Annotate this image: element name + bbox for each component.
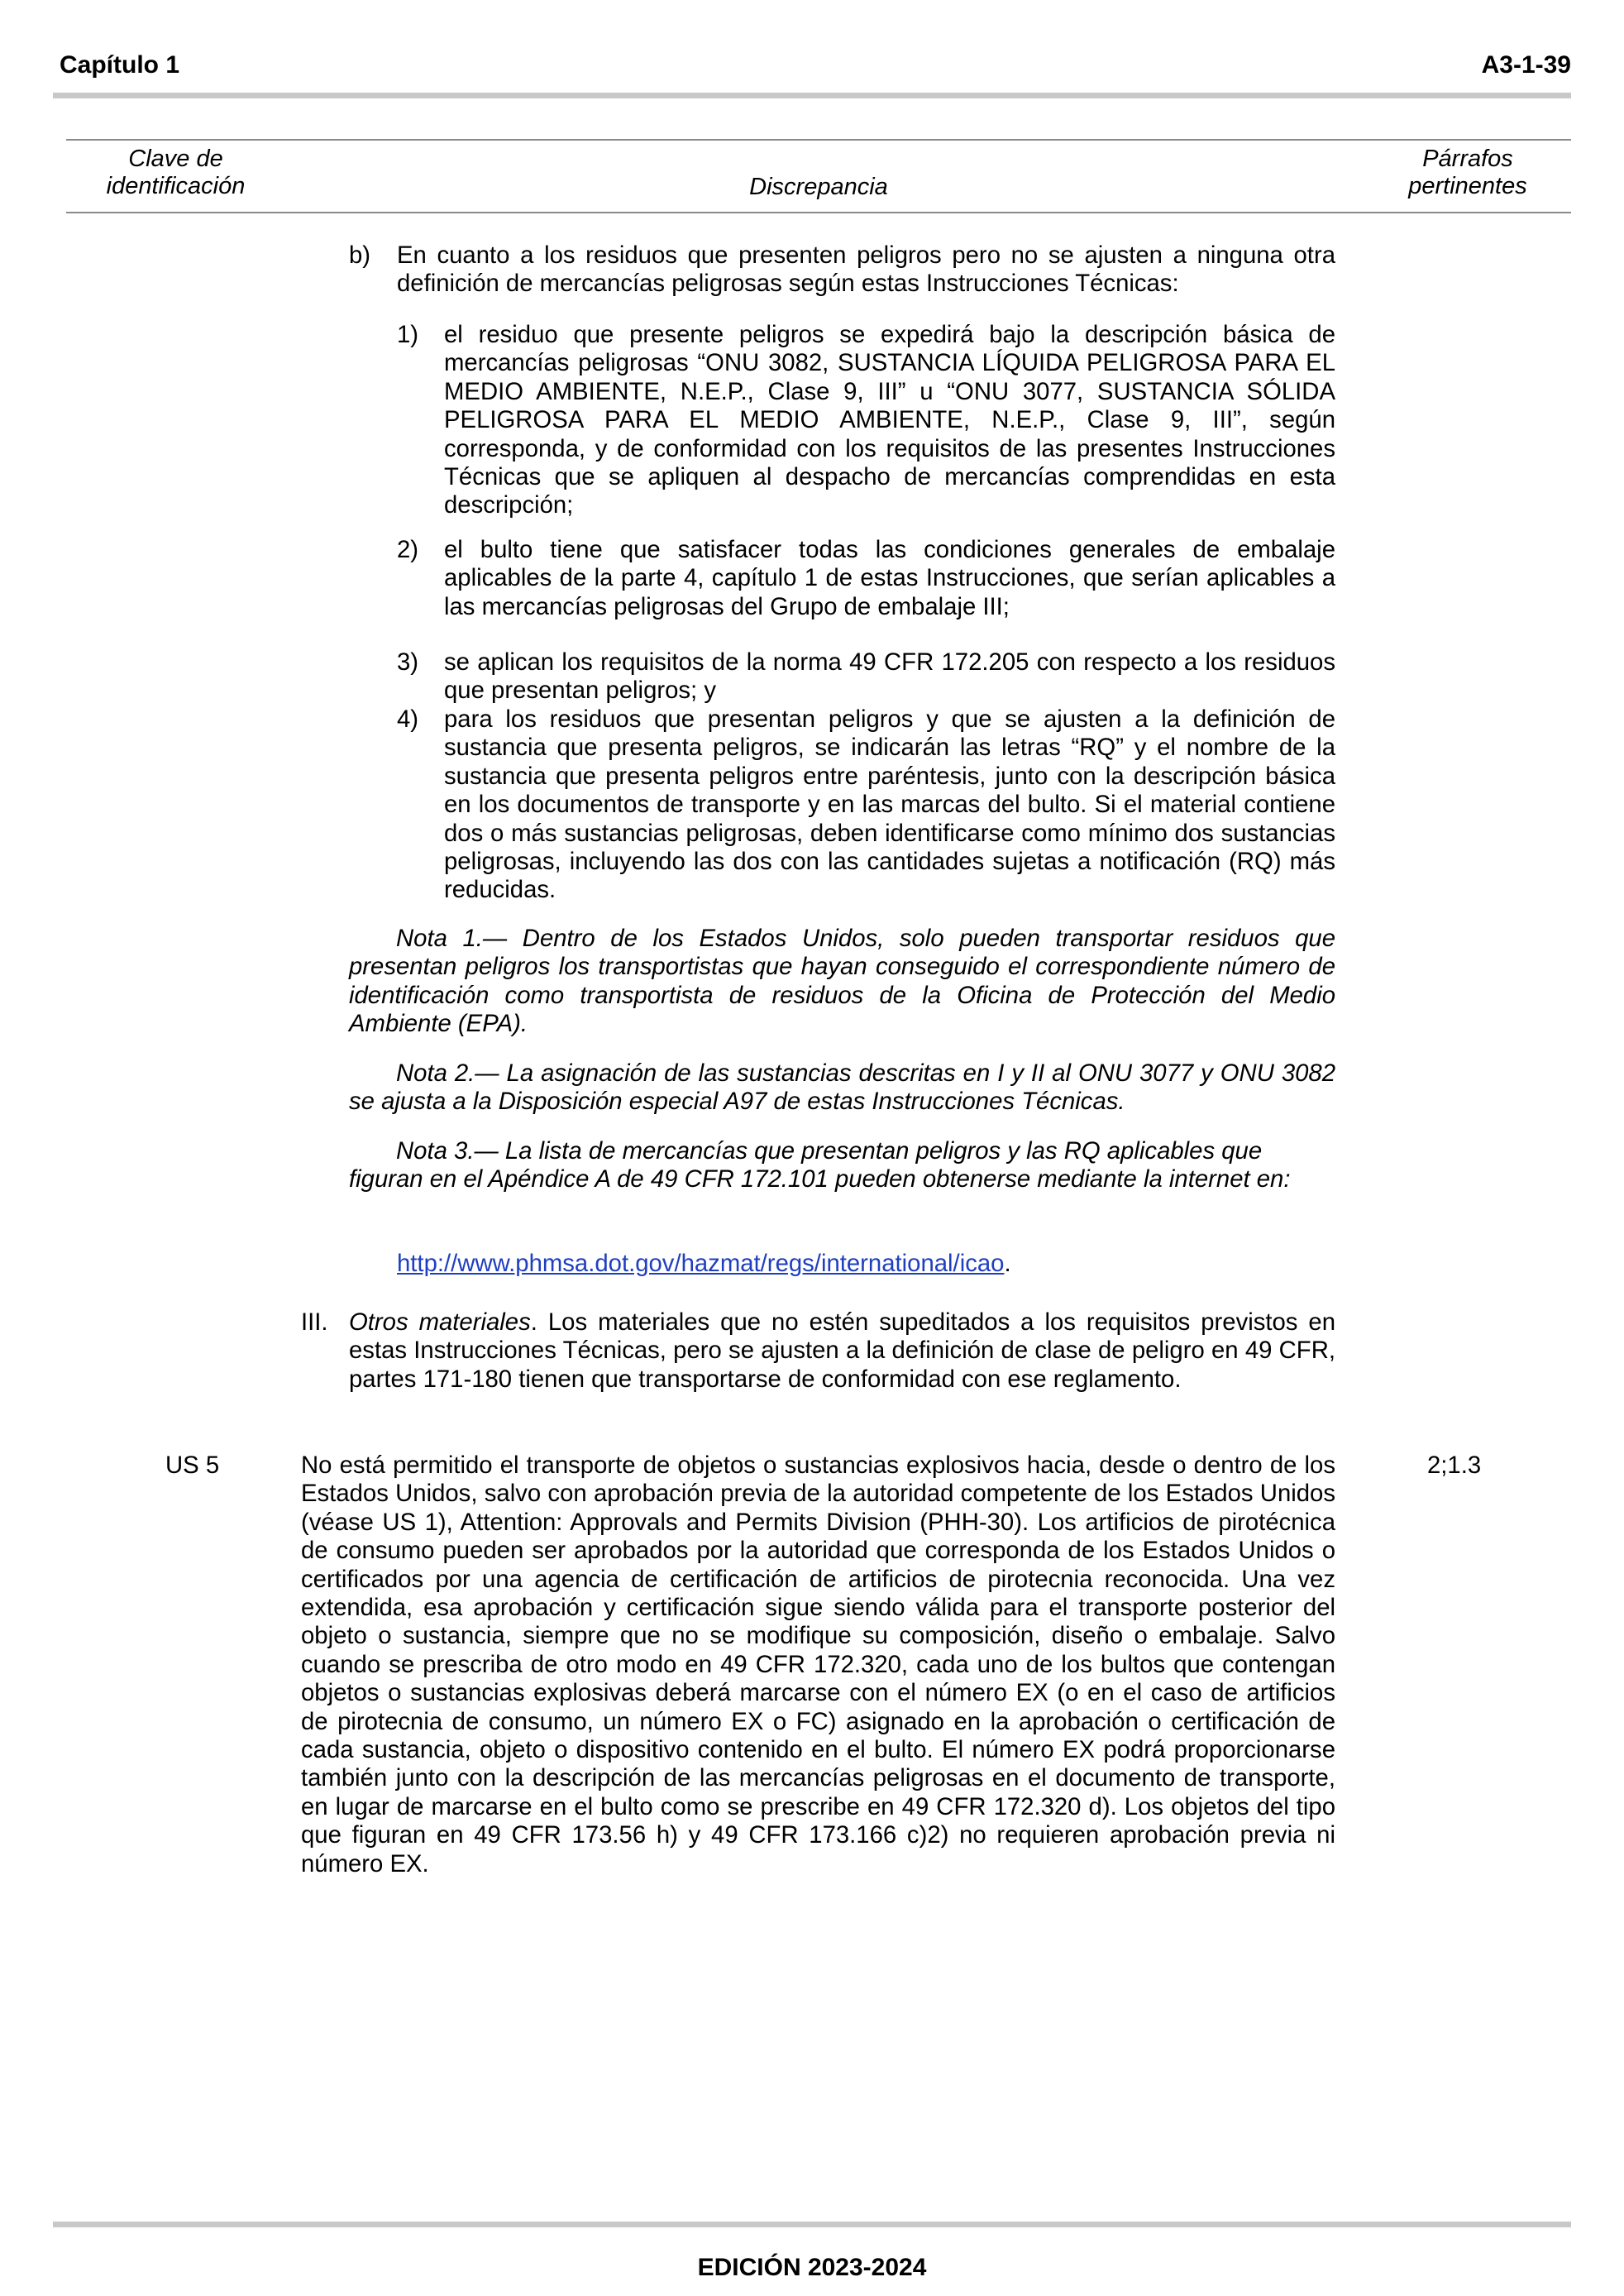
sub-item-3-label: 3) <box>397 648 419 676</box>
item-iii-label: III. <box>301 1308 328 1336</box>
entry-us5-text: No está permitido el transporte de objetos o sustancias explosivos hacia, desde o dentro de los Estados Unidos, salvo con aprobación previa de la autoridad competente de los Estados Unidos (véase US 1), Attention: Approvals and Permits Division (PHH-30). Los artificios de pirotécnica de consumo pueden ser aprobados por la autoridad que corresponda de los Estados Unidos o certificados por una agencia de certificación de artificios de pirotecnia reconocida. Una vez extendida, esa aprobación y certificación sigue siendo válida para el transporte posterior del objeto o sustancia, siempre que no se modifique su composición, diseño o embalaje. Salvo cuando se prescriba de otro modo en 49 CFR 172.320, cada uno de los bultos que contengan objetos o sustancias explosivas deberá marcarse con el número EX (o en el caso de artificios de pirotecnia de consumo, un número EX o FC) asignado en la aprobación o certificación de cada sustancia, objeto o dispositivo contenido en el bulto. El número EX podrá proporcionarse también junto con la descripción de las mercancías peligrosas en el documento de transporte, en lugar de marcarse en el bulto como se prescribe en 49 CFR 172.320 d). Los objetos del tipo que figuran en 49 CFR 173.56 h) y 49 CFR 173.166 c)2) no requieren aprobación previa ni número EX. <box>301 1452 1335 1877</box>
item-iii-title: Otros materiales <box>349 1308 531 1336</box>
note-2: Nota 2.— La asignación de las sustancias descritas en I y II al ONU 3077 y ONU 3082 se ajusta a la Disposición especial A97 de estas Instrucciones Técnicas. <box>349 1060 1335 1116</box>
sub-item-1-text: el residuo que presente peligros se expedirá bajo la descripción básica de mercancías peligrosas “ONU 3082, SUSTANCIA LÍQUIDA PELIGROSA PARA EL MEDIO AMBIENTE, N.E.P., Clase 9, III” u “ONU 3077, SUSTANCIA SÓLIDA PELIGROSA PARA EL MEDIO AMBIENTE, N.E.P., Clase 9, III”, según corresponda, y de conformidad con los requisitos de las presentes Instrucciones Técnicas que se apliquen al despacho de mercancías comprendidas en esta descripción; <box>444 321 1335 519</box>
header-rule <box>53 93 1571 98</box>
column-header-key-line2: identificación <box>106 173 246 199</box>
sub-item-2-label: 2) <box>397 536 419 563</box>
column-header-discrepancy: Discrepancia <box>749 174 888 200</box>
item-iii-title-period: . <box>530 1308 537 1336</box>
sub-item-4-text: para los residuos que presentan peligros y que se ajusten a la definición de sustancia que presenta peligros, se indicarán las letras “RQ” y el nombre de la sustancia que presenta peligros entre paréntesis, junto con la descripción básica en los documentos de transporte y en las marcas del bulto. Si el material contiene dos o más sustancias peligrosas, deben identificarse como mínimo dos sustancias peligrosas, incluyendo las dos con las cantidades sujetas a notificación (RQ) más reducidas. <box>444 706 1335 904</box>
sub-item-4-label: 4) <box>397 706 419 733</box>
note-3: Nota 3.— La lista de mercancías que presentan peligros y las RQ aplicables que figuran en el Apéndice A de 49 CFR 172.101 pueden obtenerse mediante la internet en: <box>349 1137 1291 1193</box>
table-header-top-line <box>66 139 1571 141</box>
chapter-title: Capítulo 1 <box>60 51 180 79</box>
table-header-bottom-line <box>66 212 1571 213</box>
page-number: A3-1-39 <box>1481 51 1571 79</box>
column-header-key-line1: Clave de <box>128 146 223 172</box>
item-b-text: En cuanto a los residuos que presenten peligros pero no se ajusten a ninguna otra definición de mercancías peligrosas según estas Instrucciones Técnicas: <box>397 242 1335 298</box>
column-header-paragraphs <box>1373 146 1563 200</box>
note-1: Nota 1.— Dentro de los Estados Unidos, solo pueden transportar residuos que presentan peligros los transportistas que hayan conseguido el correspondiente número de identificación como transportista de residuos de la Oficina de Protección del Medio Ambiente (EPA). <box>349 925 1335 1038</box>
phmsa-link[interactable]: http://www.phmsa.dot.gov/hazmat/regs/international/icao <box>397 1250 1005 1277</box>
entry-key-us5: US 5 <box>165 1452 220 1479</box>
item-iii-text <box>349 1308 1335 1394</box>
link-trailing-period: . <box>1004 1250 1011 1277</box>
column-header-key <box>83 146 269 200</box>
sub-item-1-label: 1) <box>397 321 419 348</box>
sub-item-2-text: el bulto tiene que satisfacer todas las condiciones generales de embalaje aplicables de la parte 4, capítulo 1 de estas Instrucciones, que serían aplicables a las mercancías peligrosas del Grupo de embalaje III; <box>444 536 1335 620</box>
item-b-label: b) <box>349 242 371 269</box>
column-header-paragraphs-line1: Párrafos <box>1422 146 1513 172</box>
footer-rule <box>53 2222 1571 2227</box>
item-iii-body: Los materiales que no estén supeditados a los requisitos previstos en estas Instrucciones Técnicas, pero se ajusten a la definición de clase de peligro en 49 CFR, partes 171-180 tienen que transportarse de conformidad con ese reglamento. <box>349 1308 1336 1393</box>
column-header-paragraphs-line2: pertinentes <box>1408 173 1527 199</box>
sub-item-3-text: se aplican los requisitos de la norma 49 CFR 172.205 con respecto a los residuos que presentan peligros; y <box>444 648 1335 705</box>
link-line <box>397 1250 1335 1278</box>
entry-us5-paragraphs: 2;1.3 <box>1427 1452 1482 1479</box>
edition-footer: EDICIÓN 2023-2024 <box>697 2254 927 2281</box>
